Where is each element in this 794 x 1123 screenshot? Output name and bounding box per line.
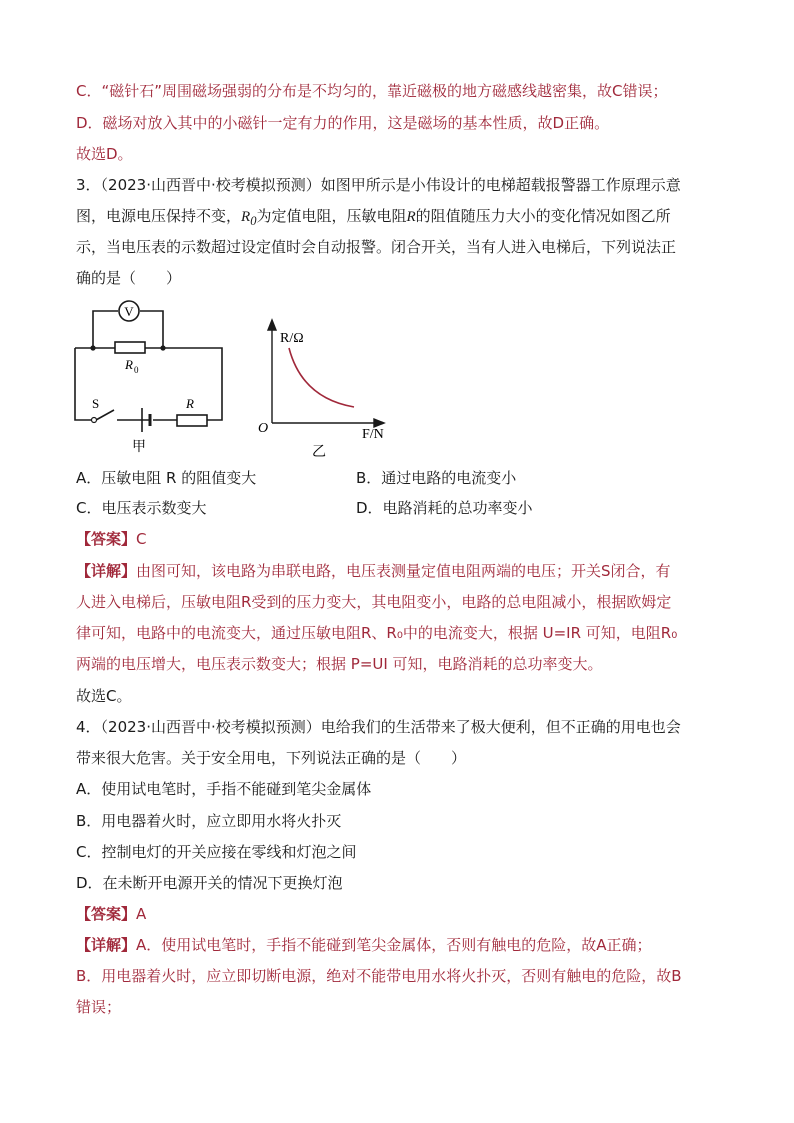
q4-detail-line-1 <box>76 935 652 955</box>
q3-stem-line-3: 示，当电压表的示数超过设定值时会自动报警。闭合开关，当有人进入电梯后，下列说法正 <box>76 238 677 256</box>
detail-text: A．使用试电笔时，手指不能碰到笔尖金属体，否则有触电的危险，故A正确； <box>136 936 652 954</box>
q4-option-d: D．在未断开电源开关的情况下更换灯泡 <box>76 874 343 892</box>
q4-detail-line-3: 错误； <box>76 998 122 1016</box>
resistance-curve <box>289 348 354 407</box>
q4-stem-line-2: 带来很大危害。关于安全用电，下列说法正确的是（ ） <box>76 749 467 767</box>
answer-value: C <box>136 530 147 548</box>
pressure-sensitive-resistor-r <box>177 415 207 426</box>
q3-stem-text: 为定值电阻，压敏电阻 <box>256 207 407 225</box>
switch-label: S <box>92 396 100 411</box>
origin-label: O <box>258 421 269 436</box>
prev-conclusion: 故选D。 <box>76 145 133 163</box>
figure-caption-yi: 乙 <box>312 445 326 460</box>
figure-caption-jia: 甲 <box>132 440 146 455</box>
answer-label: 【答案】 <box>76 530 137 548</box>
answer-value: A <box>136 905 147 923</box>
detail-label: 【详解】 <box>76 562 137 580</box>
q3-stem-line-4: 确的是（ ） <box>76 269 182 287</box>
q4-option-a: A．使用试电笔时，手指不能碰到笔尖金属体 <box>76 780 372 798</box>
q3-conclusion: 故选C。 <box>76 687 132 705</box>
q3-stem-text: 图，电源电压保持不变， <box>76 207 242 225</box>
r0-label-subscript: 0 <box>134 365 139 375</box>
q3-answer <box>76 529 147 549</box>
q3-option-c: C．电压表示数变大 <box>76 499 207 517</box>
q3-stem-line-2 <box>76 206 671 231</box>
y-axis-arrow <box>268 320 276 330</box>
q4-stem-line-1: 4．（2023·山西晋中·校考模拟预测）电给我们的生活带来了极大便利，但不正确的用电也会 <box>76 718 681 736</box>
q3-stem-text: 的阻值随压力大小的变化情况如图乙所 <box>415 207 671 225</box>
detail-text: 由图可知，该电路为串联电路，电压表测量定值电阻两端的电压；开关S闭合，有 <box>136 562 671 580</box>
prev-option-c-analysis: C．“磁针石”周围磁场强弱的分布是不均匀的，靠近磁极的地方磁感线越密集，故C错误； <box>76 82 668 100</box>
switch-icon <box>96 410 114 420</box>
answer-label: 【答案】 <box>76 905 137 923</box>
detail-label: 【详解】 <box>76 936 137 954</box>
switch-pivot <box>92 418 97 423</box>
q3-option-a: A．压敏电阻 R 的阻值变大 <box>76 469 257 487</box>
q3-detail-line-1 <box>76 561 671 581</box>
q3-r0-subscript: 0 <box>250 214 257 228</box>
q3-option-b: B．通过电路的电流变小 <box>356 469 517 487</box>
q3-stem-line-1: 3．（2023·山西晋中·校考模拟预测）如图甲所示是小伟设计的电梯超载报警器工作原理示意 <box>76 176 681 194</box>
q3-detail-line-4: 两端的电压增大，电压表示数变大；根据 P=UI 可知，电路消耗的总功率变大。 <box>76 655 603 673</box>
q4-option-c: C．控制电灯的开关应接在零线和灯泡之间 <box>76 843 357 861</box>
fixed-resistor-r0 <box>115 342 145 353</box>
junction-left <box>90 345 95 350</box>
prev-option-d-analysis: D．磁场对放入其中的小磁针一定有力的作用，这是磁场的基本性质，故D正确。 <box>76 114 610 132</box>
circuit-diagram <box>70 296 230 456</box>
junction-right <box>160 345 165 350</box>
x-axis-label: F/N <box>362 427 384 442</box>
q4-answer <box>76 904 146 924</box>
q3-detail-line-2: 人进入电梯后，压敏电阻R受到的压力变大，其电阻变小，电路的总电阻减小，根据欧姆定 <box>76 593 672 611</box>
r0-label: R <box>125 357 133 372</box>
x-axis-arrow <box>374 419 384 427</box>
y-axis-label: R/Ω <box>280 331 304 346</box>
q3-detail-line-3: 律可知，电路中的电流变大，通过压敏电阻R、R₀中的电流变大，根据 U=IR 可知，电阻R₀ <box>76 624 678 642</box>
r-label: R <box>186 396 194 411</box>
q3-r0-symbol: R <box>241 209 251 225</box>
q3-option-d: D．电路消耗的总功率变小 <box>356 499 533 517</box>
q4-detail-line-2: B．用电器着火时，应立即切断电源，绝对不能带电用水将火扑灭，否则有触电的危险，故B <box>76 967 682 985</box>
q4-option-b: B．用电器着火时，应立即用水将火扑灭 <box>76 812 342 830</box>
q3-r-symbol: R <box>406 209 416 225</box>
voltmeter-label: V <box>124 304 134 319</box>
resistance-force-graph <box>252 318 402 460</box>
